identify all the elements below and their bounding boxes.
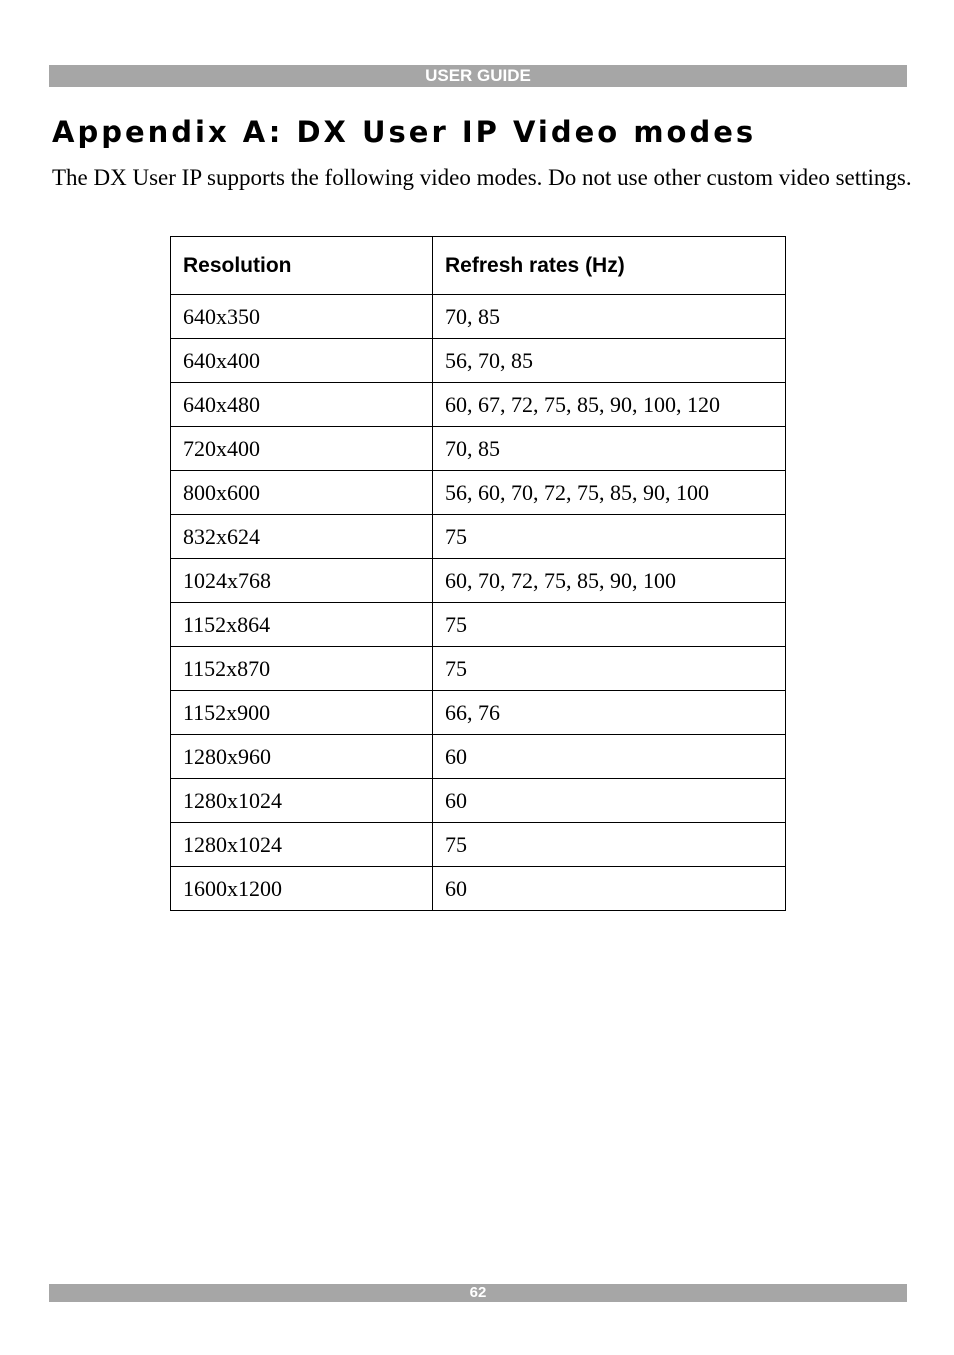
refresh-rate-cell: 75	[433, 647, 786, 691]
resolution-cell: 640x350	[171, 295, 433, 339]
table-row	[171, 603, 786, 647]
table-row	[171, 515, 786, 559]
column-header-resolution: Resolution	[171, 237, 433, 295]
table-row	[171, 647, 786, 691]
resolution-cell: 1280x1024	[171, 823, 433, 867]
running-header	[49, 65, 907, 87]
resolution-cell: 1152x864	[171, 603, 433, 647]
table-row	[171, 867, 786, 911]
resolution-cell: 1280x1024	[171, 779, 433, 823]
refresh-rate-cell: 56, 70, 85	[433, 339, 786, 383]
header-label: USER GUIDE	[425, 66, 531, 85]
refresh-rate-cell: 70, 85	[433, 295, 786, 339]
resolution-cell: 640x480	[171, 383, 433, 427]
table-row	[171, 295, 786, 339]
refresh-rate-cell: 75	[433, 823, 786, 867]
resolution-cell: 1024x768	[171, 559, 433, 603]
refresh-rate-cell: 70, 85	[433, 427, 786, 471]
table-row	[171, 779, 786, 823]
refresh-rate-cell: 75	[433, 515, 786, 559]
video-modes-table	[170, 236, 786, 911]
resolution-cell: 1600x1200	[171, 867, 433, 911]
refresh-rate-cell: 60	[433, 735, 786, 779]
table-row	[171, 383, 786, 427]
resolution-cell: 1152x900	[171, 691, 433, 735]
table-row	[171, 427, 786, 471]
page-number: 62	[469, 1284, 487, 1301]
refresh-rate-cell: 60, 67, 72, 75, 85, 90, 100, 120	[433, 383, 786, 427]
refresh-rate-cell: 56, 60, 70, 72, 75, 85, 90, 100	[433, 471, 786, 515]
table-row	[171, 823, 786, 867]
table-header-row	[171, 237, 786, 295]
resolution-cell: 720x400	[171, 427, 433, 471]
column-header-refresh-rates: Refresh rates (Hz)	[433, 237, 786, 295]
resolution-cell: 640x400	[171, 339, 433, 383]
resolution-cell: 832x624	[171, 515, 433, 559]
refresh-rate-cell: 75	[433, 603, 786, 647]
table-row	[171, 559, 786, 603]
refresh-rate-cell: 60	[433, 779, 786, 823]
table-row	[171, 471, 786, 515]
table-row	[171, 735, 786, 779]
running-footer	[49, 1284, 907, 1302]
table-row	[171, 691, 786, 735]
resolution-cell: 1152x870	[171, 647, 433, 691]
refresh-rate-cell: 60, 70, 72, 75, 85, 90, 100	[433, 559, 786, 603]
page-title: Appendix A: DX User IP Video modes	[52, 115, 757, 149]
resolution-cell: 1280x960	[171, 735, 433, 779]
resolution-cell: 800x600	[171, 471, 433, 515]
refresh-rate-cell: 66, 76	[433, 691, 786, 735]
refresh-rate-cell: 60	[433, 867, 786, 911]
intro-paragraph: The DX User IP supports the following video modes. Do not use other custom video settings.	[52, 165, 912, 190]
table-row	[171, 339, 786, 383]
